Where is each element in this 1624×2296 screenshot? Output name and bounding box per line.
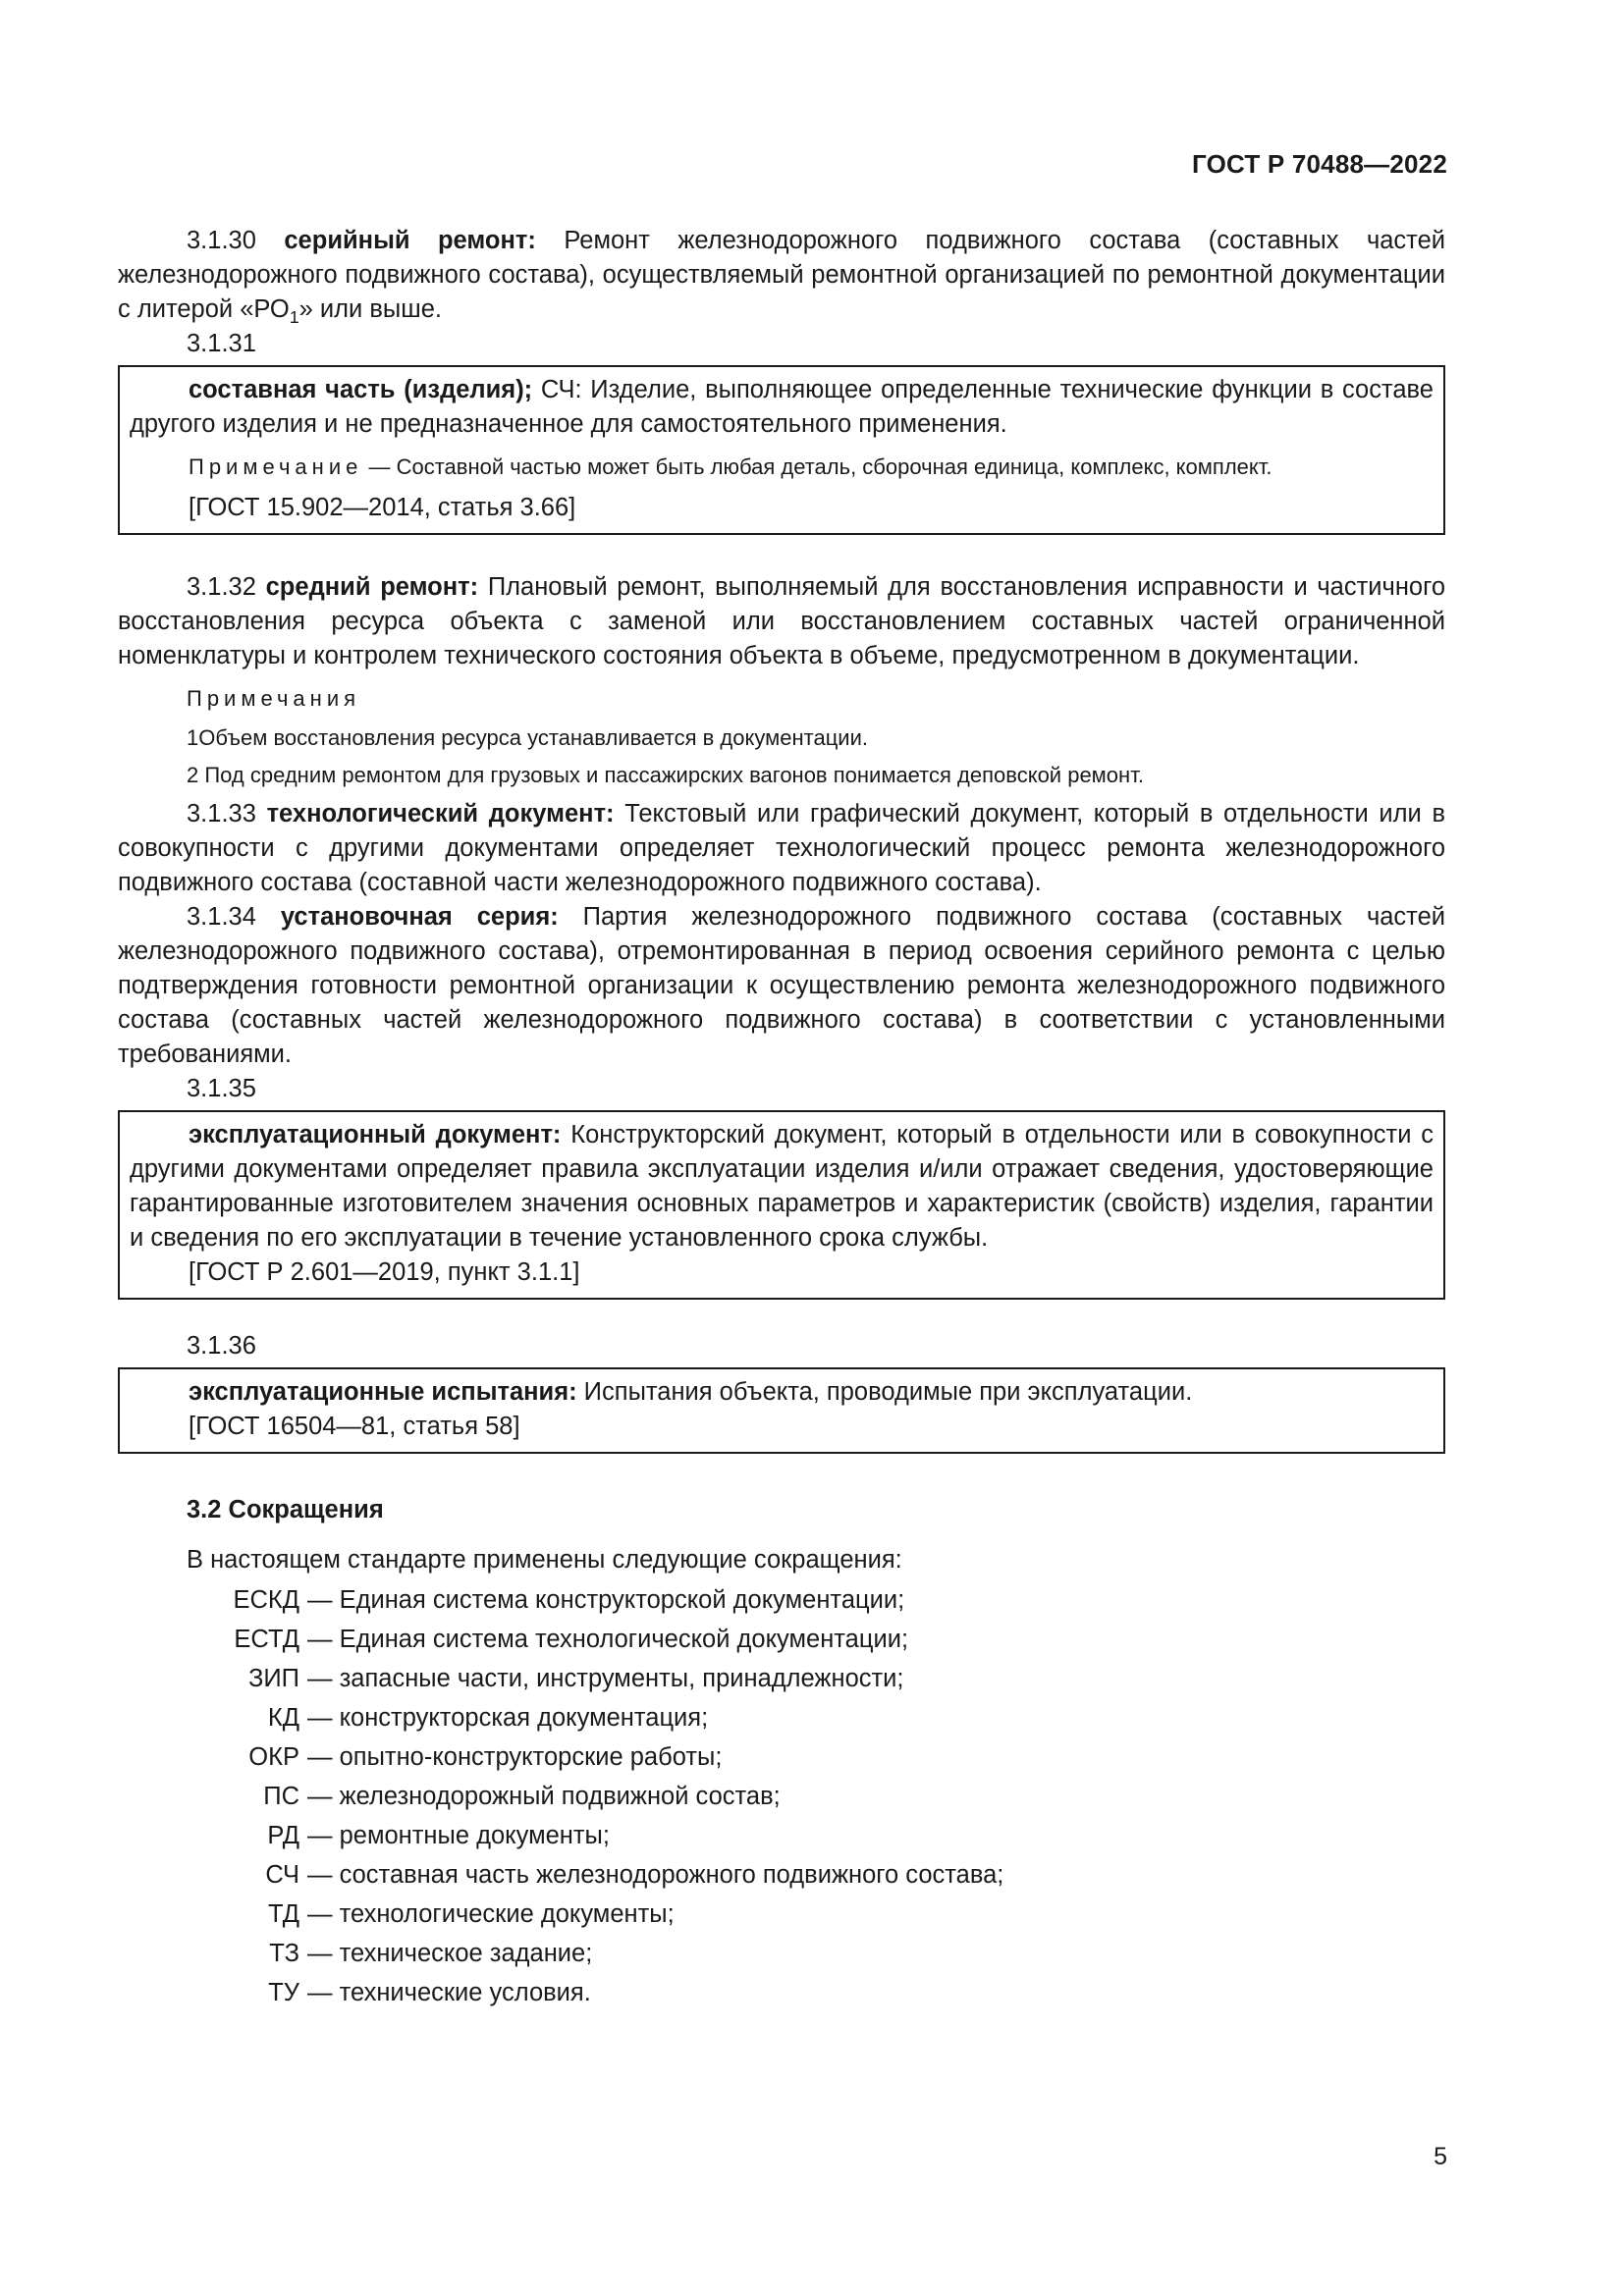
abbreviation-code: СЧ bbox=[265, 1861, 299, 1889]
term-number-3-1-36: 3.1.36 bbox=[187, 1332, 256, 1360]
abbreviation-row bbox=[118, 1897, 1445, 1932]
term-3-1-36 bbox=[130, 1375, 1434, 1410]
term-number-3-1-35: 3.1.35 bbox=[187, 1075, 256, 1102]
abbreviation-definition: — Единая система технологической документации; bbox=[307, 1626, 909, 1653]
term-definition: СЧ: Изделие, выполняющее определенные технические функции в составе другого изделия и не предназначенное для самостоятельного применения. bbox=[130, 376, 1434, 438]
note-text: — Составной частью может быть любая деталь, сборочная единица, комплекс, комплект. bbox=[362, 454, 1272, 479]
abbreviation-code: ЕСКД bbox=[233, 1586, 299, 1614]
term-name: средний ремонт: bbox=[265, 573, 479, 601]
abbreviation-row bbox=[118, 1976, 1445, 2010]
term-box-3-1-31 bbox=[118, 365, 1445, 535]
term-number: 3.1.30 bbox=[187, 227, 256, 254]
abbreviation-code: ТУ bbox=[268, 1979, 299, 2006]
term-definition-end: » или выше. bbox=[298, 295, 442, 323]
abbreviation-definition: — составная часть железнодорожного подвижного состава; bbox=[307, 1861, 1004, 1889]
subscript: 1 bbox=[289, 307, 299, 327]
abbreviation-code: ОКР bbox=[248, 1743, 299, 1771]
term-name: установочная серия: bbox=[280, 903, 559, 931]
term-reference: [ГОСТ Р 2.601—2019, пункт 3.1.1] bbox=[189, 1258, 580, 1286]
note-1: 1Объем восстановления ресурса устанавливается в документации. bbox=[187, 725, 868, 750]
abbreviation-row bbox=[118, 1583, 1445, 1618]
abbreviation-definition: — техническое задание; bbox=[307, 1940, 593, 1967]
term-number: 3.1.34 bbox=[187, 903, 256, 931]
term-3-1-33 bbox=[118, 797, 1445, 900]
abbreviation-definition: — Единая система конструкторской документации; bbox=[307, 1586, 905, 1614]
term-name: эксплуатационный документ: bbox=[189, 1121, 562, 1148]
term-definition: Испытания объекта, проводимые при эксплуатации. bbox=[576, 1378, 1193, 1406]
term-reference: [ГОСТ 15.902—2014, статья 3.66] bbox=[189, 494, 576, 521]
term-box-3-1-35 bbox=[118, 1110, 1445, 1300]
term-note bbox=[130, 452, 1434, 483]
abbreviation-code: РД bbox=[267, 1822, 299, 1849]
term-name: составная часть (изделия); bbox=[189, 376, 533, 403]
term-name: технологический документ: bbox=[266, 800, 615, 828]
abbreviation-row bbox=[118, 1937, 1445, 1971]
term-name: серийный ремонт: bbox=[284, 227, 536, 254]
abbreviation-definition: — опытно-конструкторские работы; bbox=[307, 1743, 723, 1771]
term-reference: [ГОСТ 16504—81, статья 58] bbox=[189, 1413, 520, 1440]
page-content bbox=[118, 224, 1445, 2015]
term-definition: Ремонт железнодорожного подвижного состава (составных частей железнодорожного подвижного состава), осуществляемый ремонтной организацией по ремонтной документации с литерой «РО bbox=[118, 227, 1446, 323]
term-definition: Конструкторский документ, который в отдельности или в совокупности с другими документами определяет правила эксплуатации изделия и/или отражает сведения, удостоверяющие гарантированные изготовителем значения основных параметров и характеристик (свойств) изделия, гарантии и сведения по его эксплуатации в течение установленного срока службы. bbox=[130, 1121, 1434, 1252]
term-number-3-1-31: 3.1.31 bbox=[187, 330, 256, 357]
term-number: 3.1.32 bbox=[187, 573, 256, 601]
abbreviation-row bbox=[118, 1819, 1445, 1853]
document-code-header: ГОСТ Р 70488—2022 bbox=[1192, 149, 1447, 179]
notes-label: Примечания bbox=[187, 686, 361, 711]
abbreviation-code: ЗИП bbox=[247, 1665, 299, 1692]
note-2: 2 Под средним ремонтом для грузовых и пассажирских вагонов понимается деповской ремонт. bbox=[187, 763, 1144, 787]
abbreviation-definition: — технические условия. bbox=[307, 1979, 591, 2006]
abbreviation-row bbox=[118, 1740, 1445, 1775]
abbreviation-row bbox=[118, 1780, 1445, 1814]
term-definition: Текстовый или графический документ, который в отдельности или в совокупности с другими документами определяет технологический процесс ремонта железнодорожного подвижного состава (составной части железнодорожного подвижного состава). bbox=[118, 800, 1445, 896]
abbreviation-definition: — конструкторская документация; bbox=[307, 1704, 709, 1732]
abbreviation-code: ПС bbox=[263, 1783, 299, 1810]
term-3-1-34 bbox=[118, 900, 1445, 1072]
abbreviations-intro: В настоящем стандарте применены следующие сокращения: bbox=[187, 1546, 902, 1574]
term-3-1-30 bbox=[118, 224, 1445, 327]
term-3-1-32 bbox=[118, 570, 1445, 673]
abbreviation-row bbox=[118, 1858, 1445, 1893]
abbreviation-row bbox=[118, 1701, 1445, 1735]
term-definition: Партия железнодорожного подвижного состава (составных частей железнодорожного подвижного состава), отремонтированная в период освоения серийного ремонта с целью подтверждения готовности ремонтной организации к осуществлению ремонта железнодорожного подвижного состава (составных частей железнодорожного подвижного состава) в соответствии с установленными требованиями. bbox=[118, 903, 1446, 1068]
term-box-3-1-36 bbox=[118, 1367, 1445, 1454]
page-number: 5 bbox=[1434, 2143, 1447, 2170]
note-label: Примечание bbox=[189, 454, 363, 479]
abbreviation-definition: — технологические документы; bbox=[307, 1900, 675, 1928]
abbreviation-row bbox=[118, 1623, 1445, 1657]
term-number: 3.1.33 bbox=[187, 800, 256, 828]
abbreviation-code: ЕСТД bbox=[234, 1626, 299, 1653]
abbreviation-code: КД bbox=[267, 1704, 299, 1732]
term-definition: Плановый ремонт, выполняемый для восстановления исправности и частичного восстановления ресурса объекта с заменой или восстановлением составных частей ограниченной номенклатуры и контролем технического состояния объекта в объеме, предусмотренном в документации. bbox=[118, 573, 1446, 669]
term-3-1-35 bbox=[130, 1118, 1434, 1255]
abbreviations-list bbox=[118, 1583, 1445, 2010]
abbreviation-row bbox=[118, 1662, 1445, 1696]
abbreviation-code: ТЗ bbox=[269, 1940, 299, 1967]
abbreviation-definition: — ремонтные документы; bbox=[307, 1822, 610, 1849]
section-title: 3.2 Сокращения bbox=[187, 1496, 384, 1523]
term-3-1-31 bbox=[130, 373, 1434, 442]
abbreviation-code: ТД bbox=[268, 1900, 299, 1928]
term-name: эксплуатационные испытания: bbox=[189, 1378, 577, 1406]
notes-block bbox=[118, 683, 1445, 791]
abbreviation-definition: — железнодорожный подвижной состав; bbox=[307, 1783, 781, 1810]
abbreviation-definition: — запасные части, инструменты, принадлежности; bbox=[307, 1665, 904, 1692]
